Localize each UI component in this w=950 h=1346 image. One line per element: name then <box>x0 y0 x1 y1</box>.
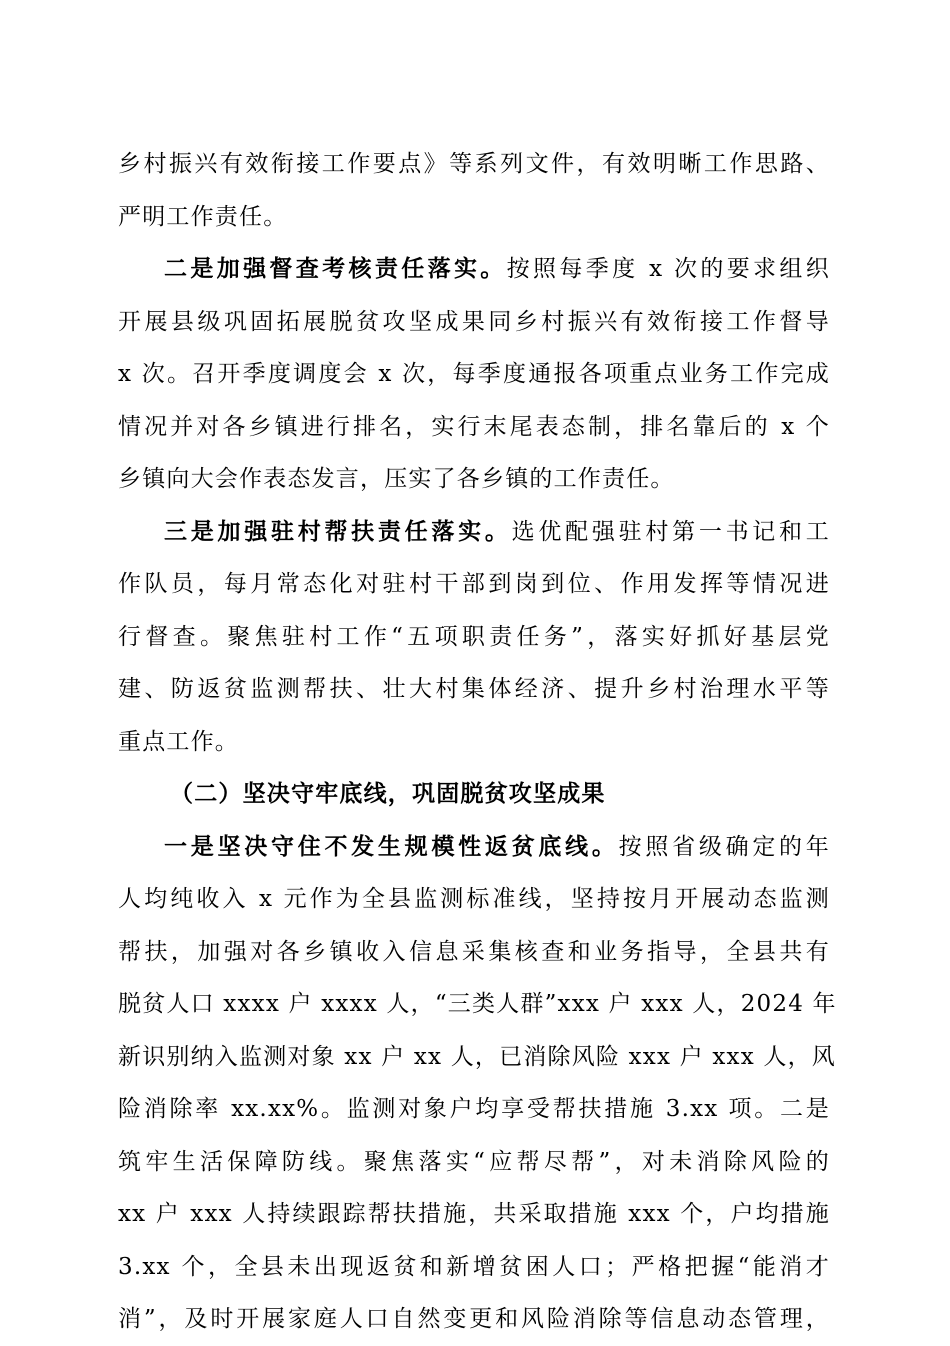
paragraph-line <box>118 663 830 716</box>
paragraph-line <box>118 716 830 769</box>
section-heading-text: （二）坚决守牢底线，巩固脱贫攻坚成果 <box>170 780 606 807</box>
line-text: x 次。召开季度调度会 x 次，每季度通报各项重点业务工作完成 <box>118 361 830 387</box>
paragraph-line <box>118 348 830 401</box>
line-text: 开展县级巩固拓展脱贫攻坚成果同乡村振兴有效衔接工作督导 <box>118 308 830 335</box>
paragraph-line <box>118 296 830 349</box>
line-text: xx 户 xxx 人持续跟踪帮扶措施，共采取措施 xxx 个，户均措施 <box>118 1201 830 1227</box>
paragraph-line <box>118 1188 830 1241</box>
paragraph-lead: 三是加强驻村帮扶责任落实。 <box>164 517 512 545</box>
paragraph-line <box>118 978 837 1031</box>
paragraph-line <box>118 1083 830 1136</box>
line-text: 乡镇向大会作表态发言，压实了各乡镇的工作责任。 <box>118 466 675 492</box>
line-text: 建、防返贫监测帮扶、壮大村集体经济、提升乡村治理水平等 <box>118 676 830 702</box>
line-text: 消”，及时开展家庭人口自然变更和风险消除等信息动态管理， <box>118 1306 830 1332</box>
line-text: 重点工作。 <box>118 728 239 755</box>
paragraph-line <box>118 1241 830 1294</box>
paragraph-line <box>118 926 830 979</box>
line-text: 行督查。聚焦驻村工作“五项职责任务”，落实好抓好基层党 <box>118 623 830 650</box>
line-text: 新识别纳入监测对象 xx 户 xx 人，已消除风险 xxx 户 xxx 人，风 <box>118 1043 837 1070</box>
paragraph-line <box>118 191 830 244</box>
paragraph-line <box>118 873 830 926</box>
line-text: 脱贫人口 xxxx 户 xxxx 人，“三类人群”xxx 户 xxx 人，2024 年 <box>118 991 837 1017</box>
line-text: 乡村振兴有效衔接工作要点》等系列文件，有效明晰工作思路、 <box>118 151 830 177</box>
paragraph-line <box>118 558 830 611</box>
line-text: 按照省级确定的年 <box>618 833 830 860</box>
body-text <box>118 138 837 1346</box>
paragraph-line <box>118 506 830 559</box>
line-text: 严明工作责任。 <box>118 203 288 230</box>
line-text: 按照每季度 x 次的要求组织 <box>506 256 830 282</box>
paragraph-line <box>118 821 830 874</box>
paragraph-line <box>118 401 830 454</box>
line-text: 人均纯收入 x 元作为全县监测标准线，坚持按月开展动态监测 <box>118 886 830 912</box>
line-text: 选优配强驻村第一书记和工 <box>511 518 830 545</box>
paragraph-line <box>118 243 830 296</box>
line-text: 作队员，每月常态化对驻村干部到岗到位、作用发挥等情况进 <box>118 571 830 597</box>
paragraph-lead: 一是坚决守住不发生规模性返贫底线。 <box>164 832 619 860</box>
paragraph-line <box>118 453 830 506</box>
paragraph-lead: 二是加强督查考核责任落实。 <box>164 255 507 282</box>
line-text: 情况并对各乡镇进行排名，实行末尾表态制，排名靠后的 x 个 <box>118 413 830 440</box>
line-text: 帮扶，加强对各乡镇收入信息采集核查和业务指导，全县共有 <box>118 938 830 965</box>
line-text: 3.xx 个，全县未出现返贫和新增贫困人口；严格把握“能消才 <box>118 1253 830 1280</box>
line-text: 筑牢生活保障防线。聚焦落实“应帮尽帮”，对未消除风险的 <box>118 1148 830 1175</box>
line-text: 险消除率 xx.xx%。监测对象户均享受帮扶措施 3.xx 项。二是 <box>118 1096 830 1122</box>
paragraph-line <box>118 1031 837 1084</box>
paragraph-line <box>118 1293 830 1346</box>
section-heading <box>118 768 830 821</box>
paragraph-line <box>118 1136 830 1189</box>
paragraph-line <box>118 138 830 191</box>
paragraph-line <box>118 611 830 664</box>
